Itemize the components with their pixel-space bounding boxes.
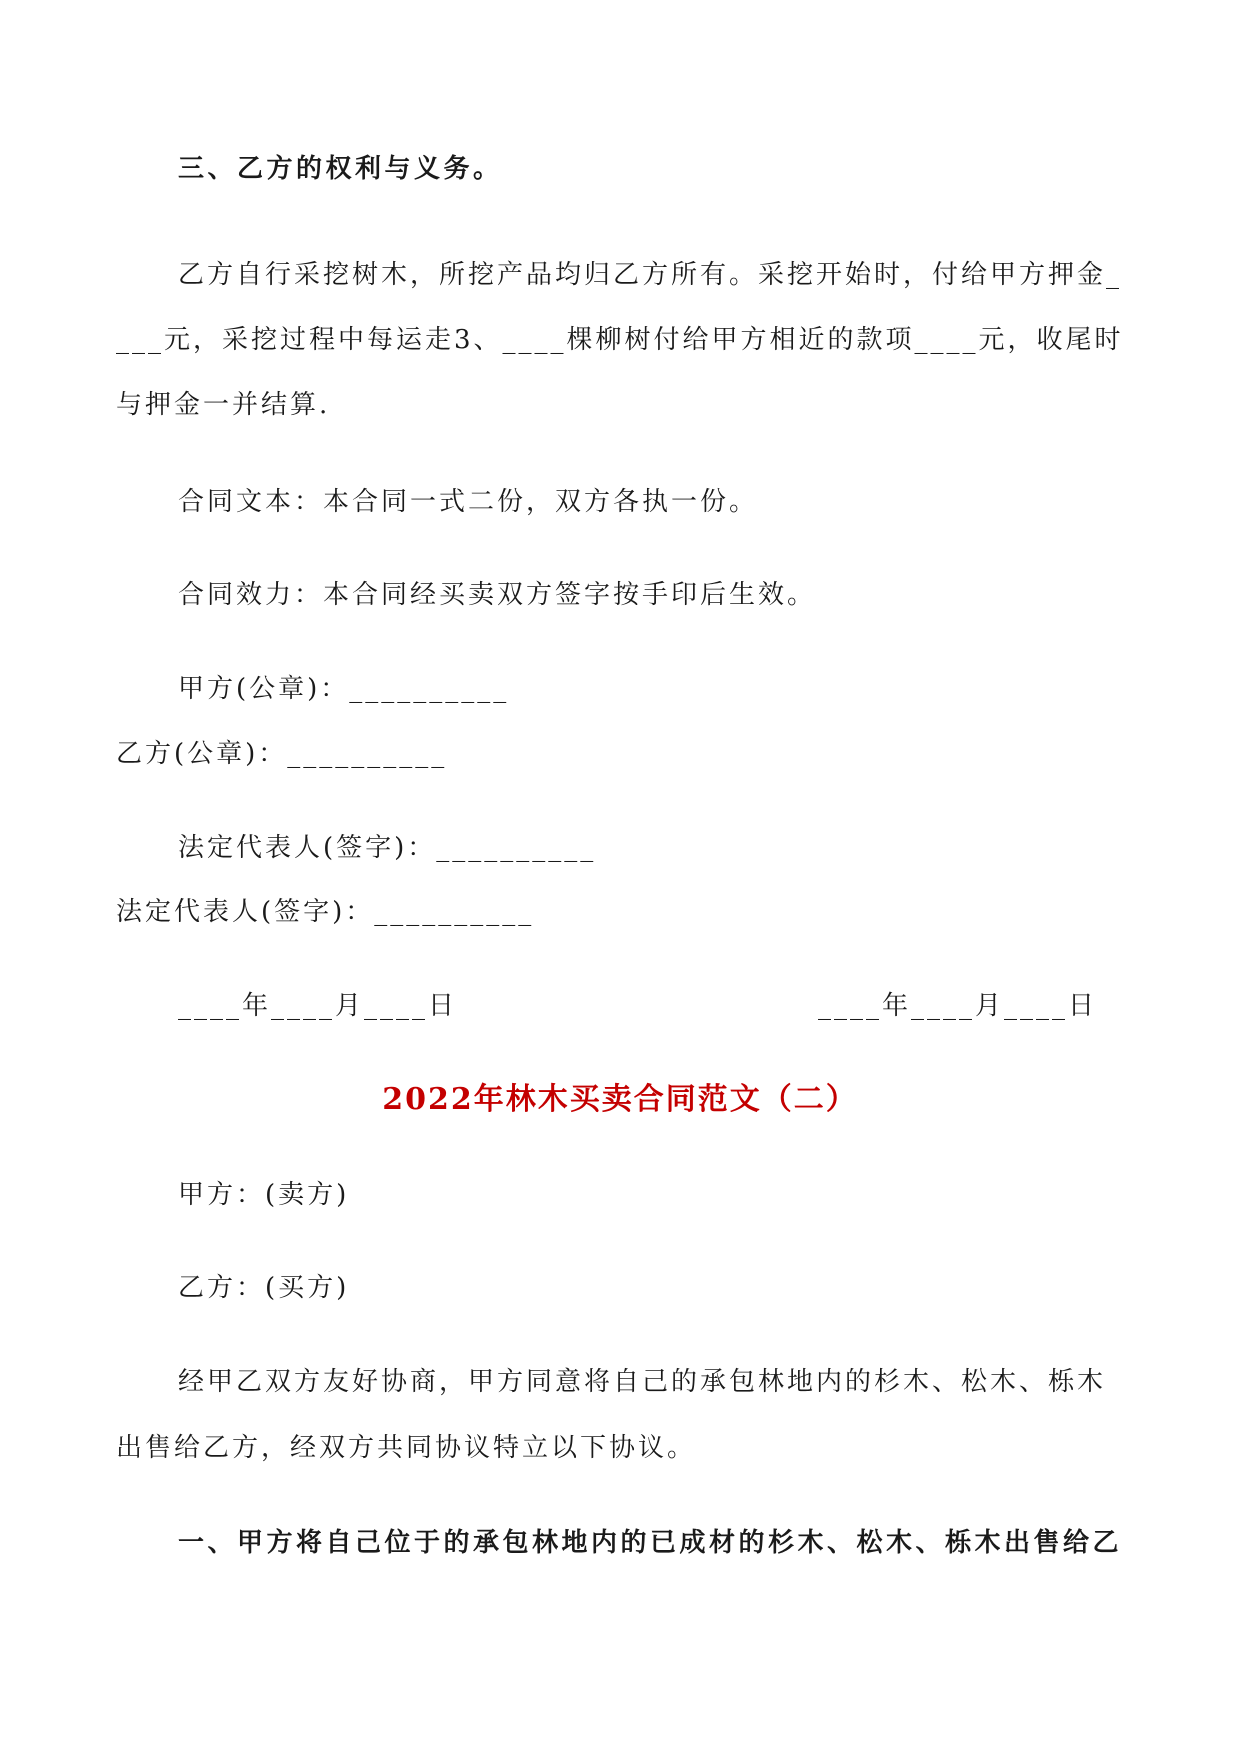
intro-line: 经甲乙双方友好协商，甲方同意将自己的承包林地内的杉木、松木、栎木 — [178, 1367, 1107, 1397]
date-left: ____年____月____日 — [178, 991, 458, 1021]
contract-effect-clause: 合同效力：本合同经买卖双方签字按手印后生效。 — [178, 580, 817, 610]
intro-line: 出售给乙方，经双方共同协议特立以下协议。 — [116, 1433, 697, 1463]
rep-a-sign-line: 法定代表人(签字)：__________ — [178, 833, 597, 863]
contract-text-clause: 合同文本：本合同一式二份，双方各执一份。 — [178, 487, 759, 517]
paragraph-line: ___元，采挖过程中每运走3、____棵柳树付给甲方相近的款项____元，收尾时 — [116, 325, 1124, 355]
party-a-label: 甲方：(卖方) — [178, 1180, 350, 1210]
date-right: ____年____月____日 — [818, 991, 1098, 1021]
paragraph-line: 乙方自行采挖树木，所挖产品均归乙方所有。采挖开始时，付给甲方押金_ — [178, 260, 1123, 290]
party-b-seal-line: 乙方(公章)：__________ — [116, 739, 448, 769]
contract-title: 2022年林木买卖合同范文（二） — [382, 1082, 858, 1117]
party-a-seal-line: 甲方(公章)：__________ — [178, 674, 510, 704]
clause-one: 一、甲方将自己位于的承包林地内的已成材的杉木、松木、栎木出售给乙 — [178, 1528, 1123, 1558]
section-heading: 三、乙方的权利与义务。 — [178, 154, 503, 184]
party-b-label: 乙方：(买方) — [178, 1273, 350, 1303]
paragraph-line: 与押金一并结算. — [116, 390, 331, 420]
rep-b-sign-line: 法定代表人(签字)：__________ — [116, 897, 535, 927]
